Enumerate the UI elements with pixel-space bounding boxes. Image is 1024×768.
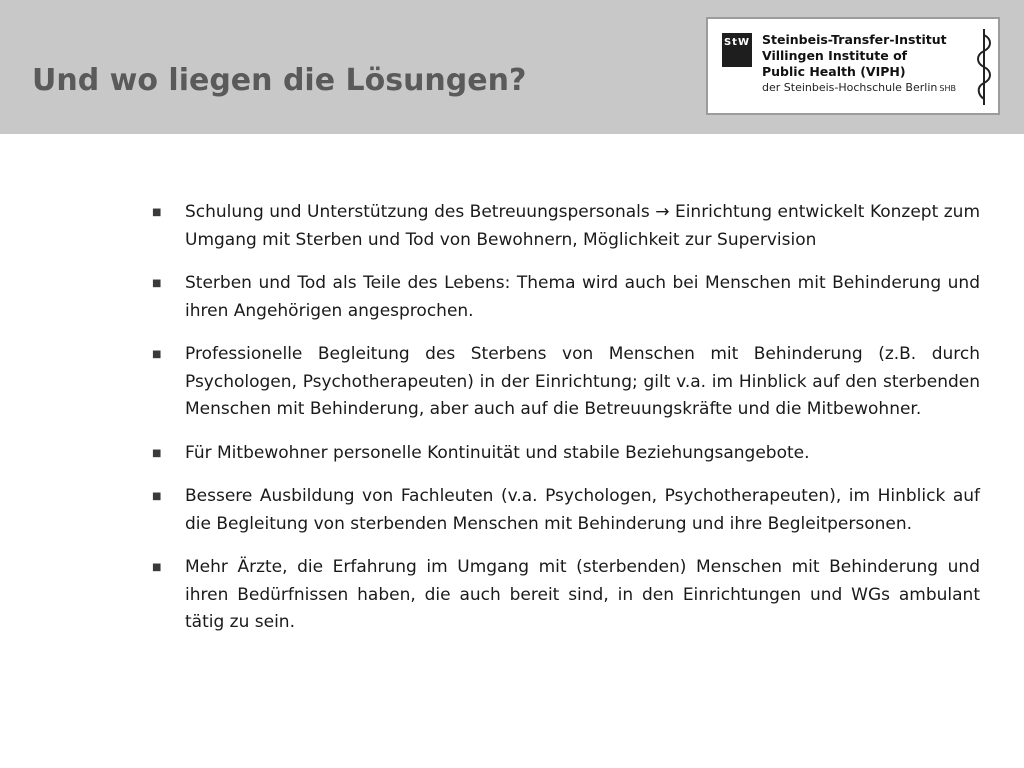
staff-of-asclepius-icon — [974, 27, 994, 107]
logo-mark: StW — [722, 33, 752, 67]
logo-line-2: Villingen Institute of — [762, 48, 908, 63]
list-item-text: Mehr Ärzte, die Erfahrung im Umgang mit (sterbenden) Menschen mit Behinderung und ihren Bedürfnissen haben, die auch bereit sind, in den Einrichtungen und WGs ambulant tätig zu sein. — [185, 557, 980, 632]
bullet-marker: ■ — [152, 278, 162, 289]
list-item — [152, 199, 980, 254]
bullet-marker: ■ — [152, 562, 162, 573]
list-item-text: Schulung und Unterstützung des Betreuungspersonals → Einrichtung entwickelt Konzept zum Umgang mit Sterben und Tod von Bewohnern, Möglichkeit zur Supervision — [185, 202, 980, 250]
slide-header — [0, 0, 1024, 134]
logo-line-4 — [762, 80, 972, 97]
institute-logo — [706, 17, 1000, 115]
bullet-marker: ■ — [152, 349, 162, 360]
list-item — [152, 440, 980, 468]
list-item — [152, 341, 980, 424]
list-item-text: Sterben und Tod als Teile des Lebens: Thema wird auch bei Menschen mit Behinderung und ihren Angehörigen angesprochen. — [185, 273, 980, 321]
logo-line-3: Public Health (VIPH) — [762, 64, 906, 79]
bullet-marker: ■ — [152, 491, 162, 502]
list-item — [152, 270, 980, 325]
logo-text — [762, 32, 972, 97]
logo-suffix: SHB — [939, 84, 956, 93]
bullet-marker: ■ — [152, 207, 162, 218]
logo-line-1: Steinbeis-Transfer-Institut — [762, 32, 947, 47]
list-item — [152, 554, 980, 637]
list-item-text: Bessere Ausbildung von Fachleuten (v.a. Psychologen, Psychotherapeuten), im Hinblick auf die Begleitung von sterbenden Menschen mit Behinderung und ihre Begleitpersonen. — [185, 486, 980, 534]
list-item-text: Professionelle Begleitung des Sterbens von Menschen mit Behinderung (z.B. durch Psychologen, Psychotherapeuten) in der Einrichtung; gilt v.a. im Hinblick auf den sterbenden Menschen mit Behinderung, aber auch auf die Betreuungskräfte und die Mitbewohner. — [185, 344, 980, 419]
bullet-list — [152, 199, 980, 653]
logo-line-4-text: der Steinbeis-Hochschule Berlin — [762, 81, 938, 94]
bullet-marker: ■ — [152, 447, 162, 459]
slide-title: Und wo liegen die Lösungen? — [32, 63, 527, 98]
list-item — [152, 483, 980, 538]
list-item-text: Für Mitbewohner personelle Kontinuität und stabile Beziehungsangebote. — [185, 442, 810, 463]
